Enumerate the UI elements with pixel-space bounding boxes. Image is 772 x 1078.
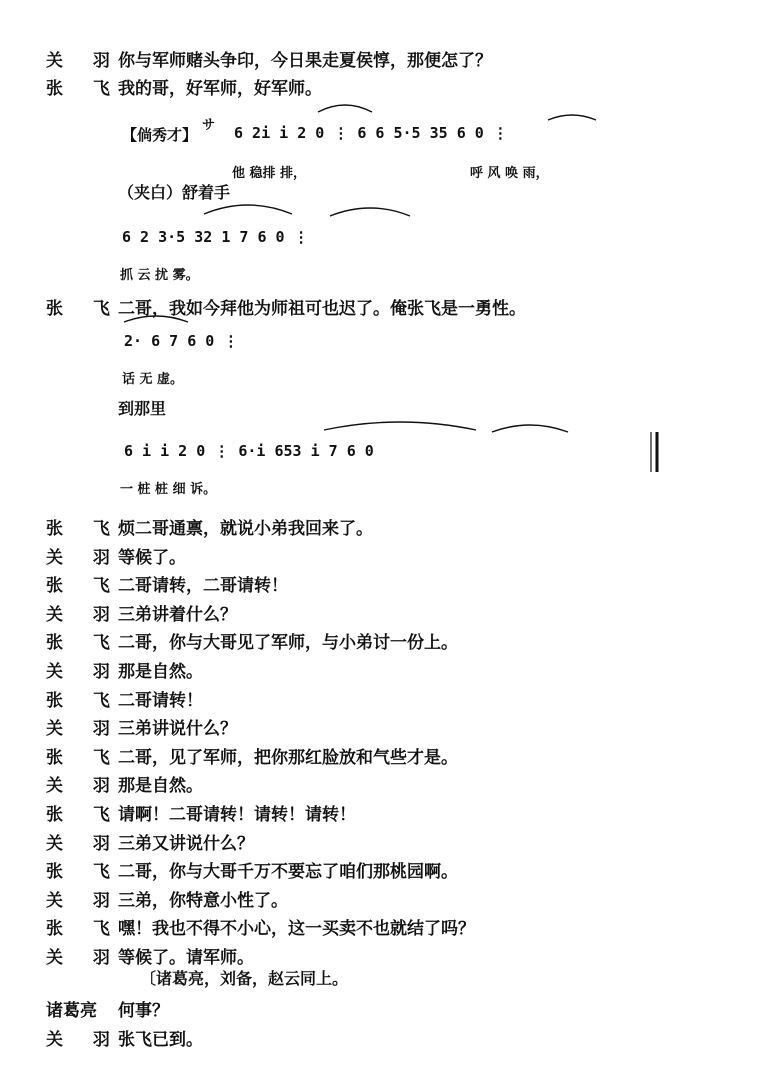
- dialogue-text: 等候了。请军师。: [118, 948, 254, 968]
- stage-direction: 〔诸葛亮，刘备，赵云同上。: [140, 969, 349, 988]
- speaker-name: 张 飞: [46, 519, 122, 539]
- speaker-name: 张 飞: [46, 79, 122, 99]
- speaker-name: 关 羽: [46, 51, 122, 71]
- slur: [318, 105, 372, 112]
- slur: [124, 316, 188, 322]
- speaker-name: 张 飞: [46, 747, 122, 768]
- speaker-name: 张 飞: [46, 805, 122, 825]
- speaker-name: 张 飞: [46, 919, 122, 940]
- lyric-line: 他 稳排 排，: [232, 166, 307, 181]
- dialogue-text: 三弟讲说什么？: [118, 719, 237, 740]
- dialogue-text: 等候了。: [118, 547, 186, 568]
- slur: [492, 425, 568, 432]
- speaker-name: 关 羽: [46, 948, 122, 968]
- lyric-line: 一 桩 桩 细 诉。: [120, 482, 217, 497]
- dialogue-text: 你与军师赌头争印，今日果走夏侯惇，那便怎了？: [118, 51, 492, 71]
- lyric-line: 呼 风 唤 雨，: [470, 166, 549, 181]
- notation-line: 6 i i 2 0 ⋮ 6·i 653 i 7 6 0: [124, 442, 374, 460]
- dialogue-text: 嘿！我也不得不小心，这一买卖不也就结了吗？: [118, 919, 475, 940]
- speaker-name: 张 飞: [46, 862, 122, 883]
- aside-text: 到那里: [118, 399, 167, 418]
- dialogue-text: 我的哥，好军师，好军师。: [118, 79, 322, 99]
- dialogue-text: 二哥，我如今拜他为师祖可也迟了。俺张飞是一勇性。: [118, 299, 526, 319]
- dialogue-text: 二哥，见了军师，把你那红脸放和气些才是。: [118, 747, 458, 768]
- dialogue-text: 何事？: [118, 1001, 169, 1021]
- dialogue-text: 那是自然。: [118, 776, 203, 797]
- dialogue-text: 二哥，你与大哥见了军师，与小弟讨一份上。: [118, 633, 458, 654]
- notation-line: 2· 6 7 6 0 ⋮: [124, 332, 239, 350]
- tune-name-label: 【倘秀才】: [122, 126, 198, 144]
- speaker-name: 关 羽: [46, 719, 122, 740]
- slur-marks: [124, 105, 596, 432]
- speaker-name: 关 羽: [46, 604, 122, 625]
- speaker-name: 关 羽: [46, 1030, 122, 1050]
- dialogue-text: 二哥，你与大哥千万不要忘了咱们那桃园啊。: [118, 862, 458, 883]
- lyric-line: 抓 云 扰 雾。: [120, 268, 199, 283]
- speaker-name: 关 羽: [46, 662, 122, 682]
- speaker-name: 张 飞: [46, 633, 122, 654]
- speaker-name: 诸葛亮: [46, 1001, 97, 1021]
- dialogue-text: 请啊！二哥请转！请转！请转！: [118, 805, 356, 825]
- slur: [324, 422, 476, 430]
- speaker-name: 张 飞: [46, 299, 122, 319]
- dialogue-text: 二哥请转，二哥请转！: [118, 576, 288, 597]
- dialogue-text: 三弟讲着什么？: [118, 604, 237, 625]
- notation-line: 6 2i i 2 0 ⋮ 6 6 5·5 35 6 0 ⋮: [234, 124, 508, 142]
- speaker-name: 张 飞: [46, 690, 122, 711]
- slur: [548, 115, 596, 120]
- rhythm-free-mark: サ: [202, 118, 216, 133]
- dialogue-text: 二哥请转！: [118, 690, 203, 711]
- dialogue-text: 三弟又讲说什么？: [118, 833, 254, 854]
- dialogue-text: 烦二哥通禀，就说小弟我回来了。: [118, 519, 373, 539]
- slur: [204, 205, 292, 214]
- dialogue-text: 张飞已到。: [118, 1030, 203, 1050]
- slur: [330, 208, 410, 216]
- dialogue-text: 三弟，你特意小性了。: [118, 890, 288, 911]
- speaker-name: 关 羽: [46, 833, 122, 854]
- speaker-name: 关 羽: [46, 776, 122, 797]
- speaker-name: 关 羽: [46, 890, 122, 911]
- notation-line: 6 2 3·5 32 1 7 6 0 ⋮: [122, 228, 309, 246]
- dialogue-text: 那是自然。: [118, 662, 203, 682]
- speaker-name: 张 飞: [46, 576, 122, 597]
- aside-text: （夹白）舒着手: [118, 183, 231, 202]
- lyric-line: 话 无 虚。: [122, 372, 184, 387]
- speaker-name: 关 羽: [46, 547, 122, 568]
